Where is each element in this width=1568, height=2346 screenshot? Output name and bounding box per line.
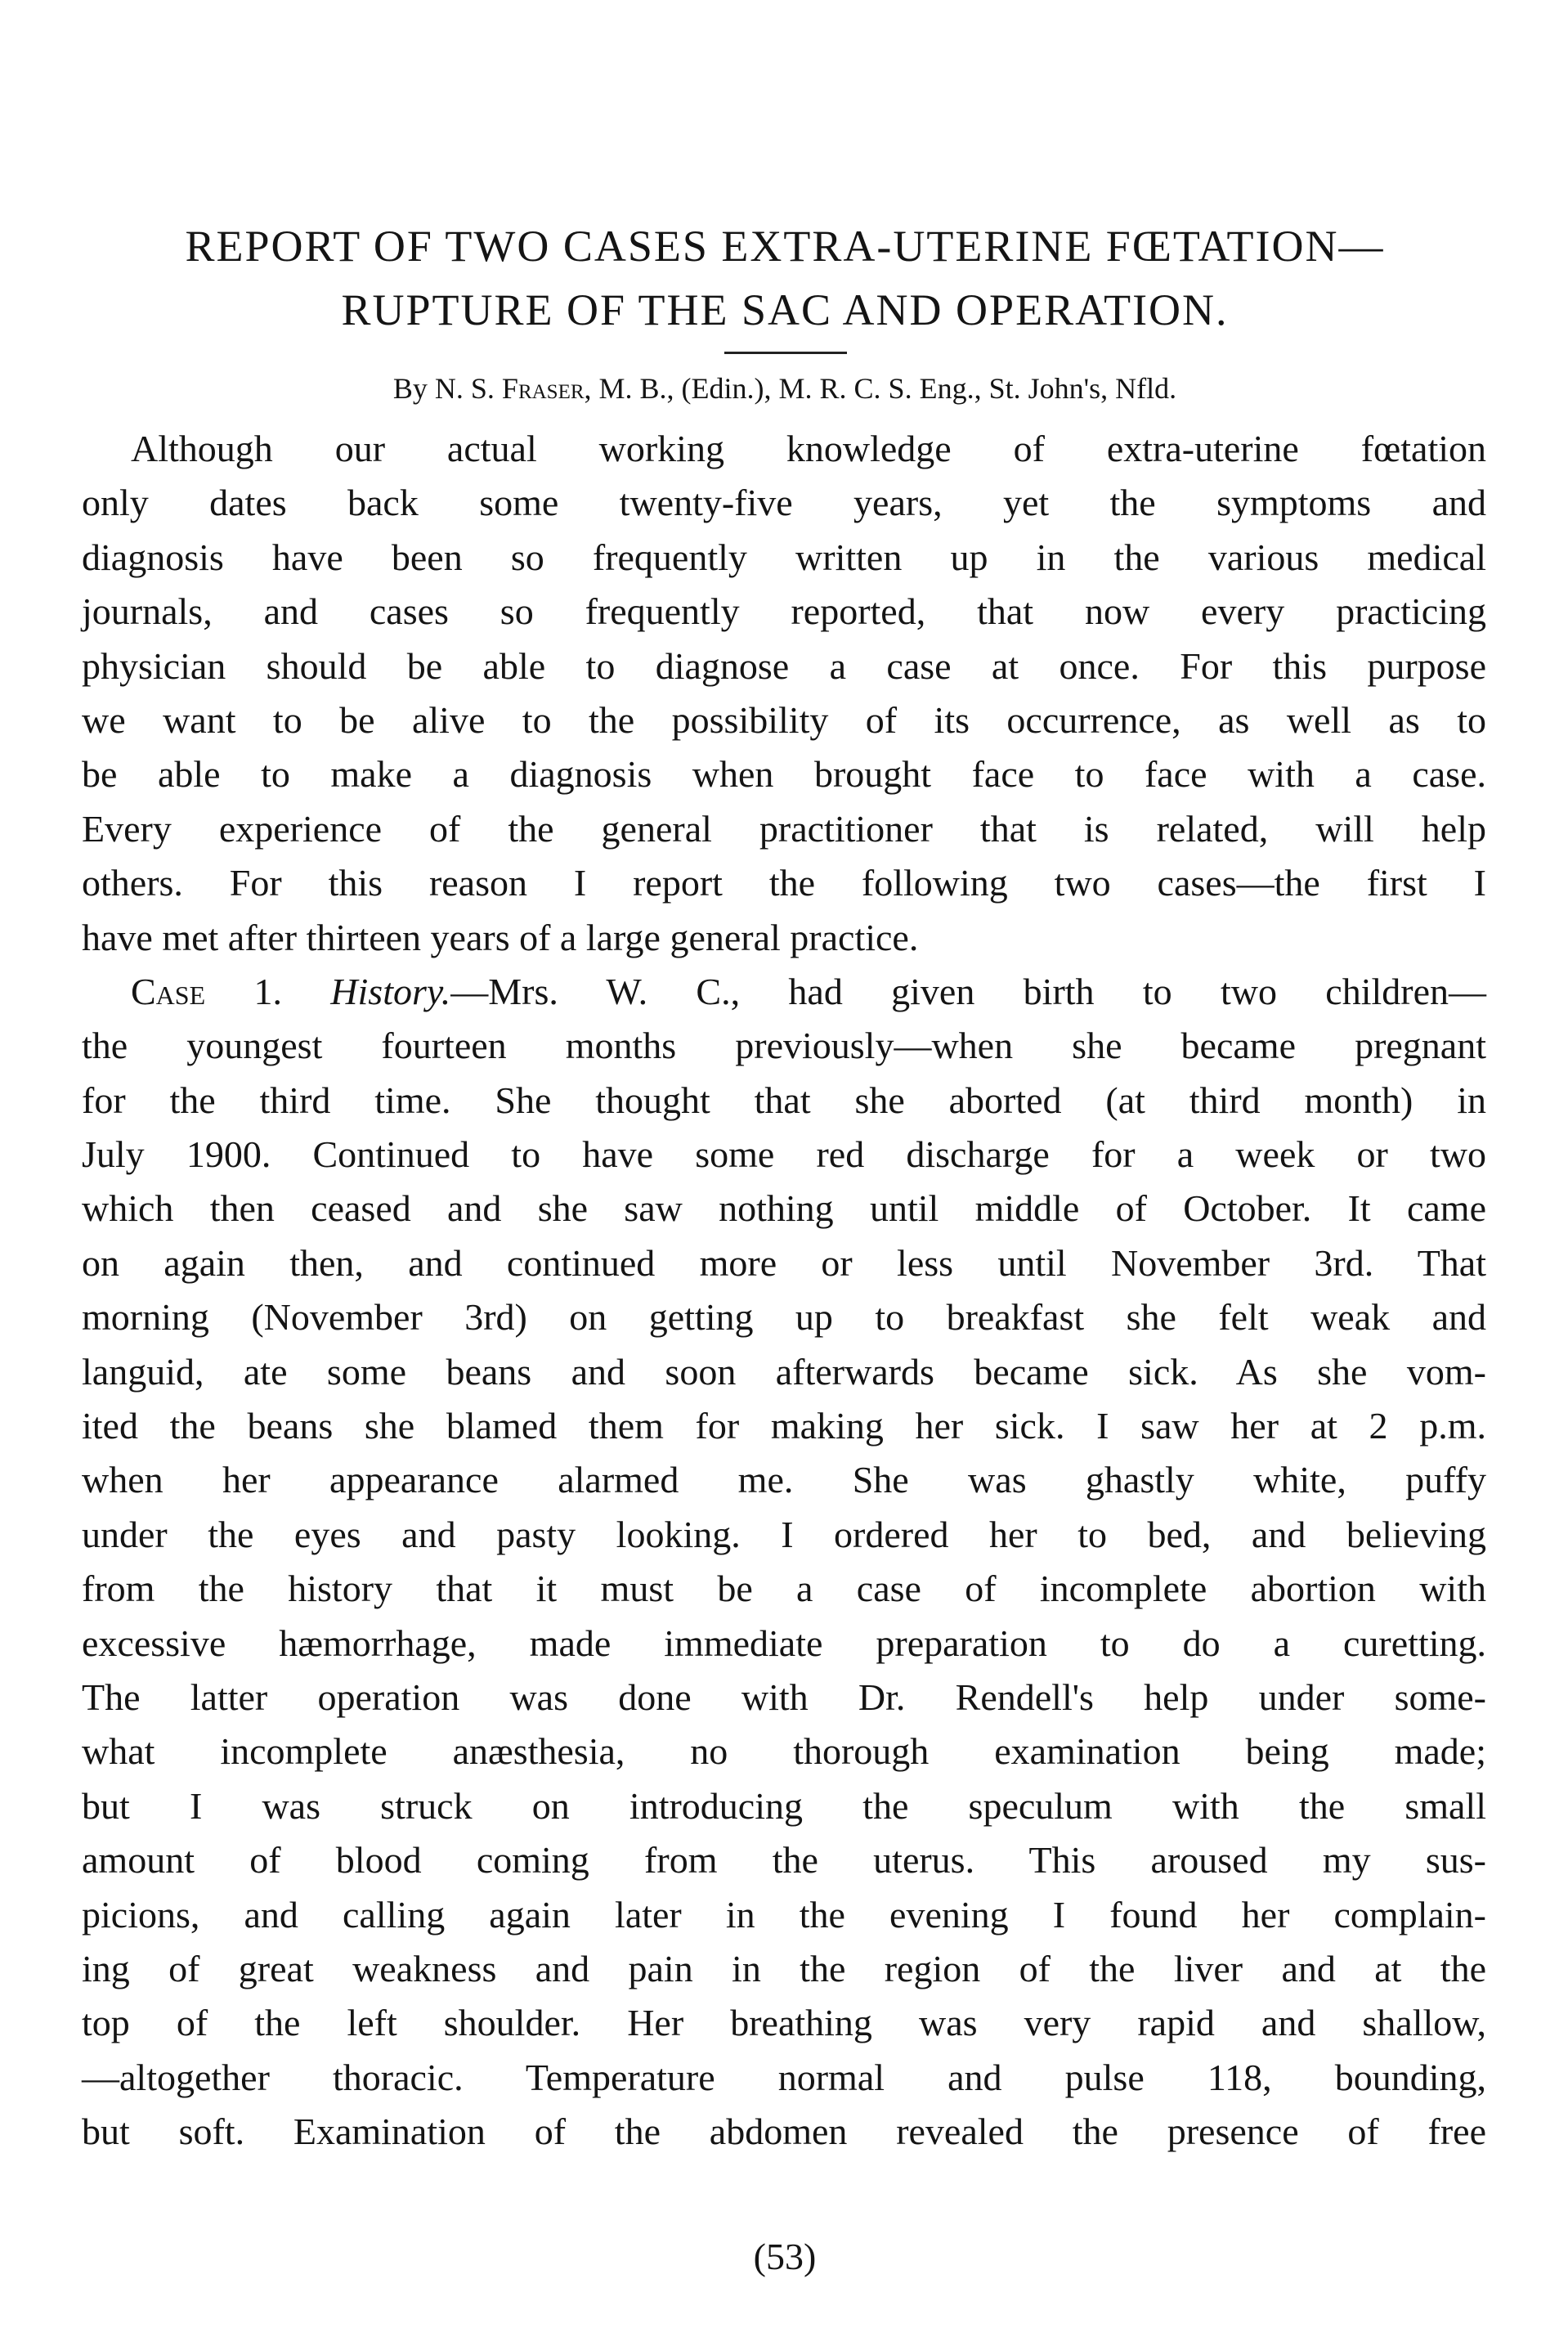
text-line: be able to make a diagnosis when brought face to face with a case.: [82, 753, 1486, 796]
title-line-2: RUPTURE OF THE SAC AND OPERATION.: [341, 285, 1229, 334]
text-line: only dates back some twenty-five years, yet the symptoms and: [82, 482, 1486, 524]
byline-credentials: , M. B., (Edin.), M. R. C. S. Eng., St. John's, Nfld.: [584, 372, 1177, 405]
text-line: ited the beans she blamed them for making her sick. I saw her at 2 p.m.: [82, 1405, 1486, 1447]
text-line: we want to be alive to the possibility of its occurrence, as well as to: [82, 698, 1486, 741]
title-rule: [724, 352, 847, 354]
text-line: journals, and cases so frequently reported, that now every practicing: [82, 590, 1486, 633]
case-history-label: History.: [330, 970, 451, 1012]
article-title: [82, 214, 1488, 342]
text-line: physician should be able to diagnose a case at once. For this purpose: [82, 644, 1486, 687]
text-line: but I was struck on introducing the speculum with the small: [82, 1784, 1486, 1827]
text-line: ing of great weakness and pain in the region of the liver and at the: [82, 1947, 1486, 1989]
paragraph-case-1: [82, 965, 1486, 2160]
text-line: languid, ate some beans and soon afterwards became sick. As she vom-: [82, 1350, 1486, 1393]
text-line: Although our actual working knowledge of extra-uterine fœtation: [131, 428, 1486, 469]
text-line: —altogether thoracic. Temperature normal and pulse 118, bounding,: [82, 2056, 1486, 2098]
text-line: for the third time. She thought that she aborted (at third month) in: [82, 1079, 1486, 1121]
text-line: when her appearance alarmed me. She was ghastly white, puffy: [82, 1459, 1486, 1501]
text-line: Every experience of the general practitioner that is related, will help: [82, 807, 1486, 850]
byline-author: N. S. Fraser: [434, 372, 585, 405]
text-line: others. For this reason I report the following two cases—the first I: [82, 862, 1486, 904]
text-line: July 1900. Continued to have some red discharge for a week or two: [82, 1133, 1486, 1176]
case-heading-line: [82, 965, 1486, 1019]
title-line-1: REPORT OF TWO CASES EXTRA-UTERINE FŒTATION—: [185, 222, 1385, 271]
byline-prefix: By: [392, 372, 435, 405]
text-line: which then ceased and she saw nothing until middle of October. It came: [82, 1187, 1486, 1230]
text-line: diagnosis have been so frequently written up in the various medical: [82, 536, 1486, 578]
text-line: amount of blood coming from the uterus. This aroused my sus-: [82, 1839, 1486, 1882]
page-number: (53): [753, 2236, 817, 2277]
text-line: under the eyes and pasty looking. I ordered her to bed, and believing: [82, 1513, 1486, 1555]
text-line: on again then, and continued more or less until November 3rd. That: [82, 1241, 1486, 1284]
text-line: top of the left shoulder. Her breathing was very rapid and shallow,: [82, 2002, 1486, 2044]
article-body: [82, 422, 1486, 2160]
text-line: the youngest fourteen months previously—when she became pregnant: [82, 1025, 1486, 1067]
case-first-line-text: —Mrs. W. C., had given birth to two children—: [450, 970, 1487, 1012]
text-line: picions, and calling again later in the evening I found her complain-: [82, 1893, 1486, 1936]
text-line: but soft. Examination of the abdomen revealed the presence of free: [82, 2111, 1486, 2153]
text-line: from the history that it must be a case of incomplete abortion with: [82, 1568, 1486, 1610]
text-line: have met after thirteen years of a large general practice.: [82, 916, 919, 958]
case-label: Case 1.: [131, 970, 282, 1012]
text-line: excessive hæmorrhage, made immediate preparation to do a curetting.: [82, 1622, 1486, 1664]
text-line: what incomplete anæsthesia, no thorough examination being made;: [82, 1730, 1486, 1773]
paragraph-intro: [82, 422, 1486, 965]
text-line: The latter operation was done with Dr. Rendell's help under some-: [82, 1675, 1486, 1718]
text-line: morning (November 3rd) on getting up to breakfast she felt weak and: [82, 1296, 1486, 1339]
byline: [82, 366, 1488, 410]
